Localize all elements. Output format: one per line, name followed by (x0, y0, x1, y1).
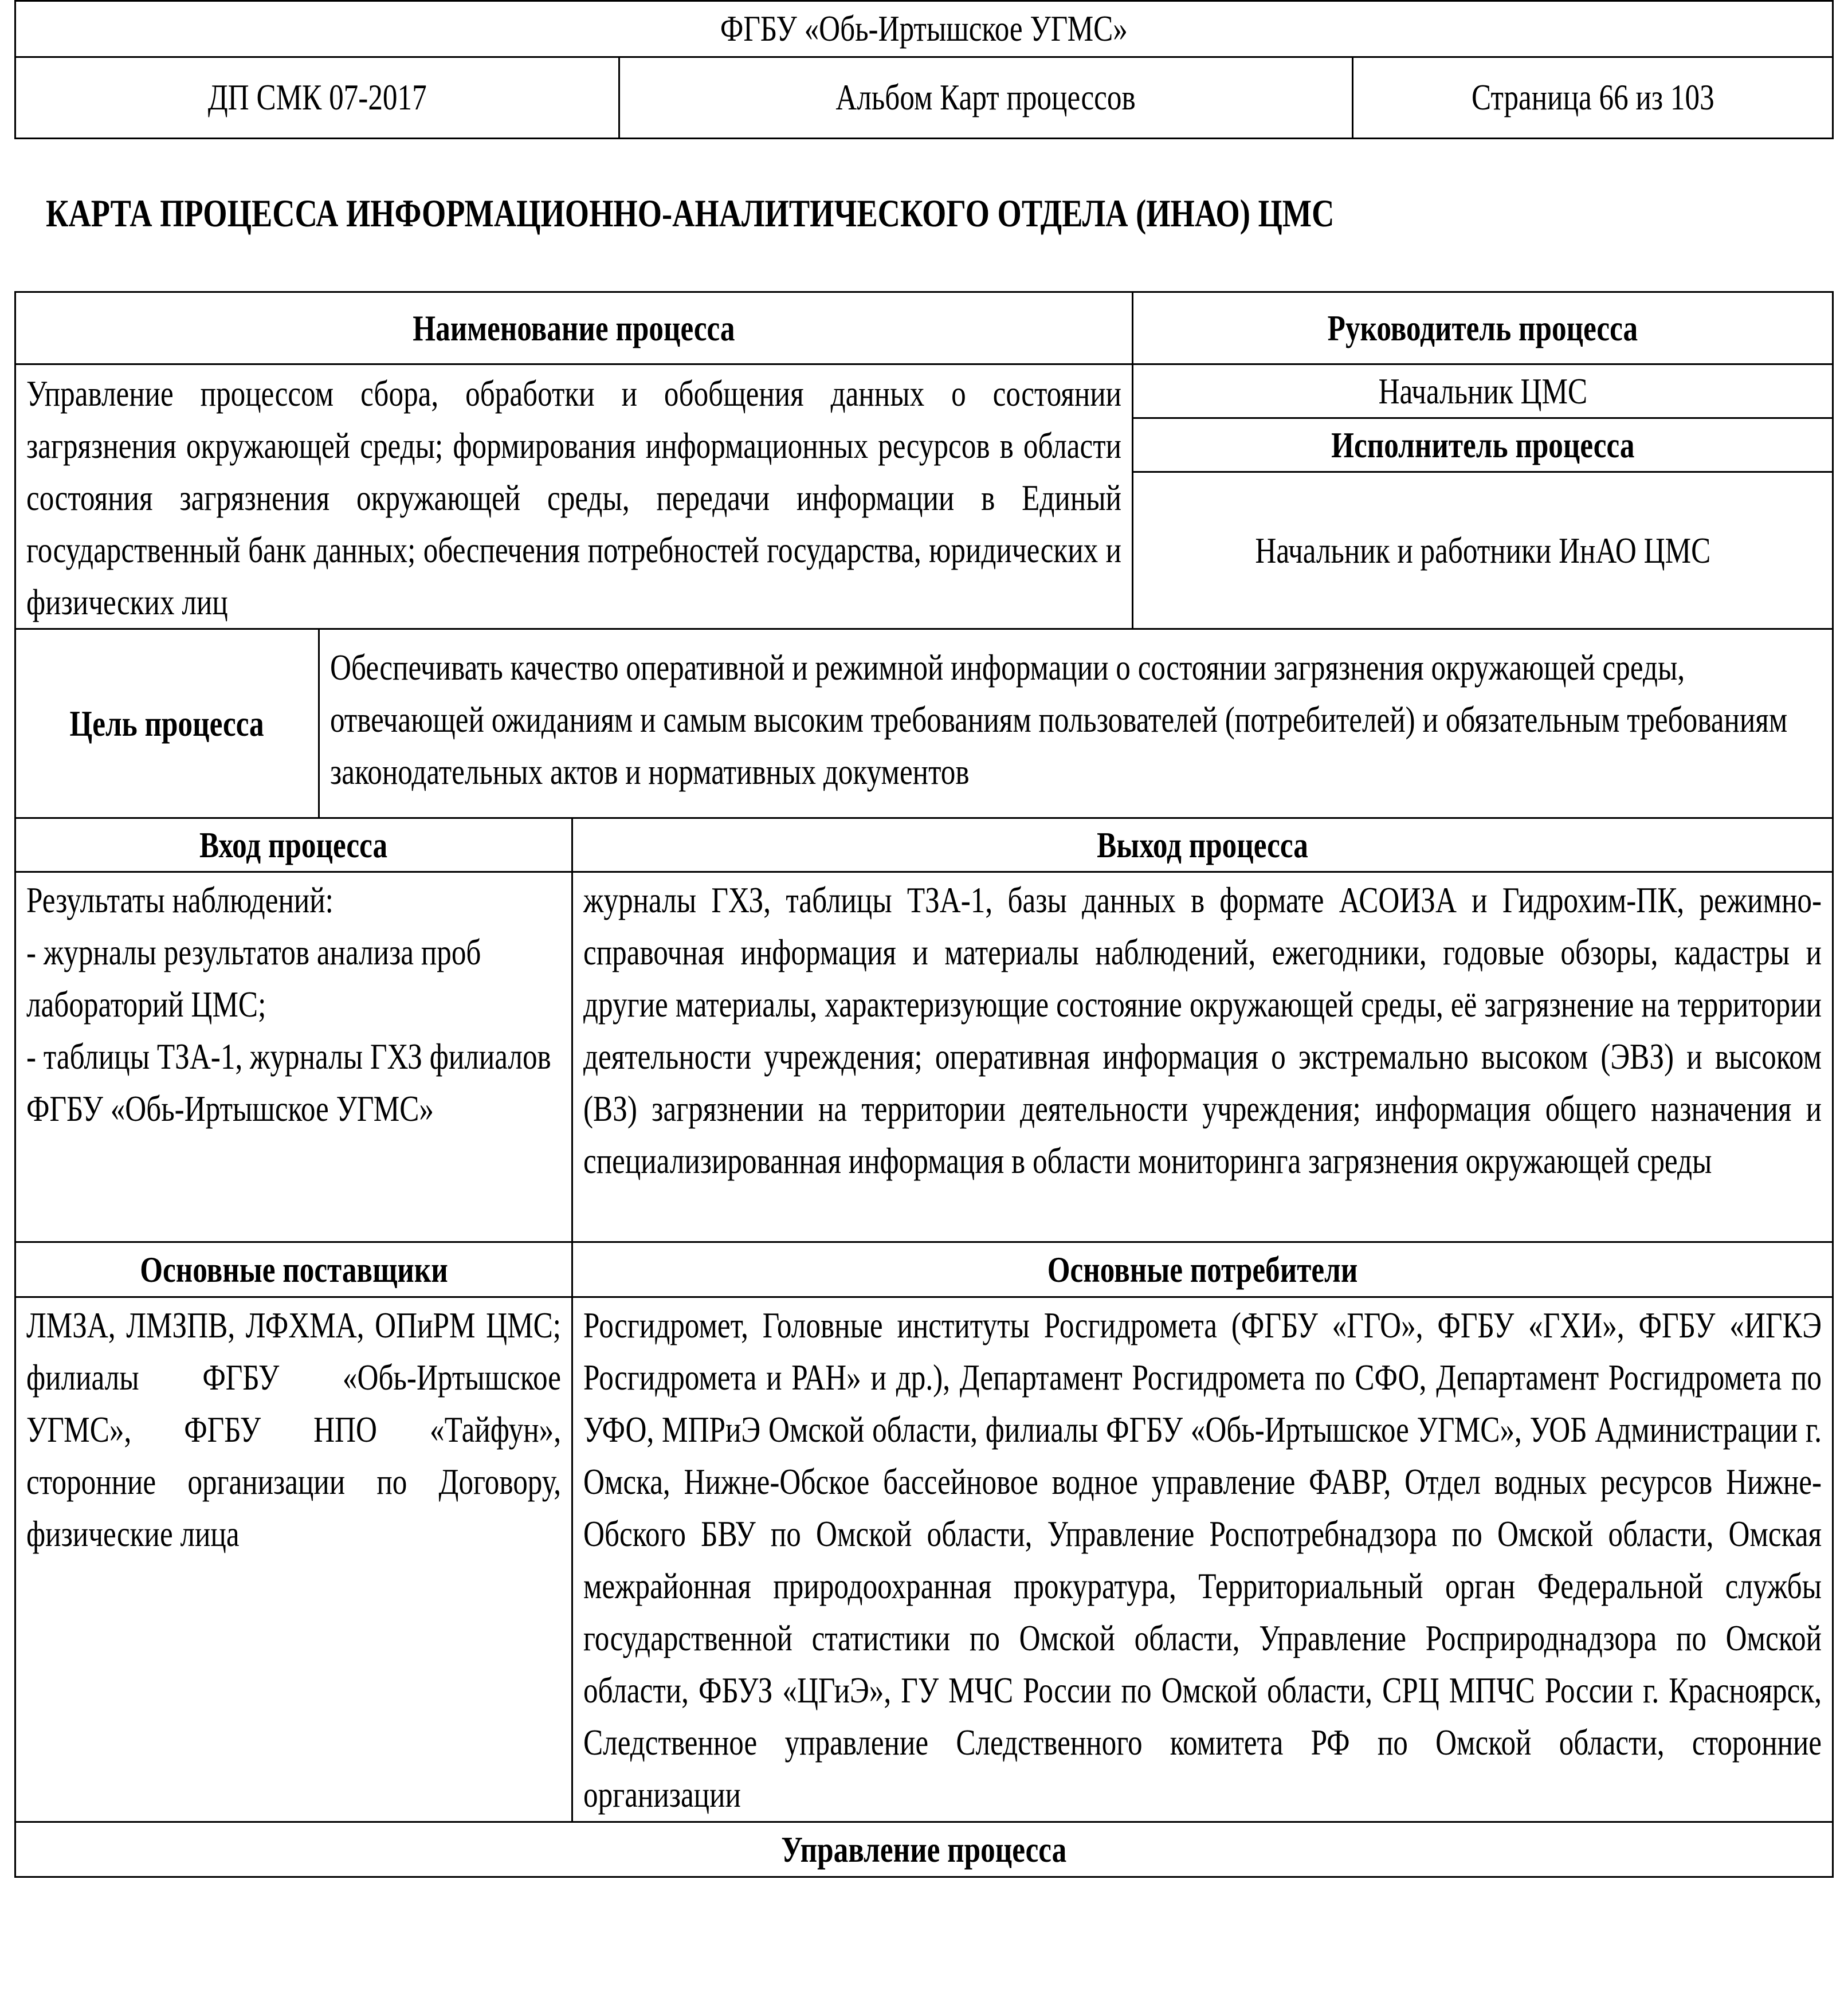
doc-code: ДП СМК 07-2017 (207, 77, 427, 118)
input-line: - журналы результатов анализа проб лабораторий ЦМС; (26, 932, 481, 1025)
process-goal-header: Цель процесса (15, 629, 319, 818)
album-title: Альбом Карт процессов (835, 77, 1136, 118)
consumers-cell (572, 1297, 1833, 1822)
organization-name: ФГБУ «Обь-Иртышское УГМС» (720, 8, 1128, 49)
page-title: КАРТА ПРОЦЕССА ИНФОРМАЦИОННО-АНАЛИТИЧЕСКОГО ОТДЕЛА (ИНАО) ЦМС (46, 191, 1335, 235)
input-line: Результаты наблюдений: (26, 880, 333, 920)
process-name-cell (15, 364, 1133, 629)
suppliers-cell (15, 1297, 572, 1822)
process-output-header: Выход процесса (572, 818, 1833, 872)
process-head-cell (1133, 364, 1833, 418)
suppliers-text: ЛМЗА, ЛМЗПВ, ЛФХМА, ОПиРМ ЦМС; филиалы ФГБУ «Обь-Иртышское УГМС», ФГБУ НПО «Тайфун», сторонние организации по Договору, физические лица (26, 1305, 561, 1554)
consumers-header: Основные потребители (572, 1242, 1833, 1297)
process-card-table (14, 291, 1834, 1878)
process-input-list (26, 874, 561, 1135)
process-output-text: журналы ГХЗ, таблицы ТЗА-1, базы данных в формате АСОИЗА и Гидрохим-ПК, режимно-справочная информация и материалы наблюдений, ежегодники, годовые обзоры, кадастры и другие материалы, характеризующие состояние окружающей среды, её загрязнение на территории деятельности учреждения; оперативная информация о экстремально высоком (ЭВЗ) и высоком (ВЗ) загрязнении на территории деятельности учреждения; информация общего назначения и специализированная информация в области мониторинга загрязнения окружающей среды (583, 880, 1822, 1181)
input-line: - таблицы ТЗА-1, журналы ГХЗ филиалов ФГБУ «Обь-Иртышское УГМС» (26, 1036, 551, 1129)
process-goal-cell (319, 629, 1833, 818)
process-goal-text: Обеспечивать качество оперативной и режимной информации о состоянии загрязнения окружающей среды, отвечающей ожиданиям и самым высоким требованиям пользователей (потребителей) и обязательным требованиям законодательных актов и нормативных документов (330, 647, 1788, 792)
organization-cell (15, 1, 1833, 57)
process-output-cell (572, 872, 1833, 1242)
page-number: Страница 66 из 103 (1471, 77, 1714, 118)
process-name-text: Управление процессом сбора, обработки и обобщения данных о состоянии загрязнения окружающей среды; формирования информационных ресурсов в области состояния загрязнения окружающей среды, передачи информации в Единый государственный банк данных; обеспечения потребностей государства, юридических и физических лиц (26, 373, 1122, 622)
process-management-header: Управление процесса (15, 1822, 1833, 1877)
process-input-cell (15, 872, 572, 1242)
process-executor-cell (1133, 472, 1833, 629)
consumers-text: Росгидромет, Головные институты Росгидромета (ФГБУ «ГГО», ФГБУ «ГХИ», ФГБУ «ИГКЭ Росгидромета и РАН» и др.), Департамент Росгидромета по СФО, Департамент Росгидромета по УФО, МПРиЭ Омской области, филиалы ФГБУ «Обь-Иртышское УГМС», УОБ Администрации г. Омска, Нижне-Обское бассейновое водное управление ФАВР, Отдел водных ресурсов Нижне-Обского БВУ по Омской области, Управление Роспотребнадзора по Омской области, Омская межрайонная природоохранная прокуратура, Территориальный орган Федеральной службы государственной статистики по Омской области, Управление Росприроднадзора по Омской области, ФБУЗ «ЦГиЭ», ГУ МЧС России по Омской области, СРЦ МПЧС России г. Красноярск, Следственное управление Следственного комитета РФ по Омской области, сторонние организации (583, 1305, 1822, 1815)
document-header (14, 0, 1834, 139)
process-head-text: Начальник ЦМС (1378, 371, 1587, 411)
suppliers-header: Основные поставщики (15, 1242, 572, 1297)
process-name-header: Наименование процесса (15, 292, 1133, 364)
doc-code-cell (15, 57, 619, 139)
process-executor-header: Исполнитель процесса (1133, 418, 1833, 472)
album-cell (619, 57, 1353, 139)
process-executor-text: Начальник и работники ИнАО ЦМС (1255, 530, 1710, 571)
process-input-header: Вход процесса (15, 818, 572, 872)
page-number-cell (1353, 57, 1833, 139)
process-head-header: Руководитель процесса (1133, 292, 1833, 364)
